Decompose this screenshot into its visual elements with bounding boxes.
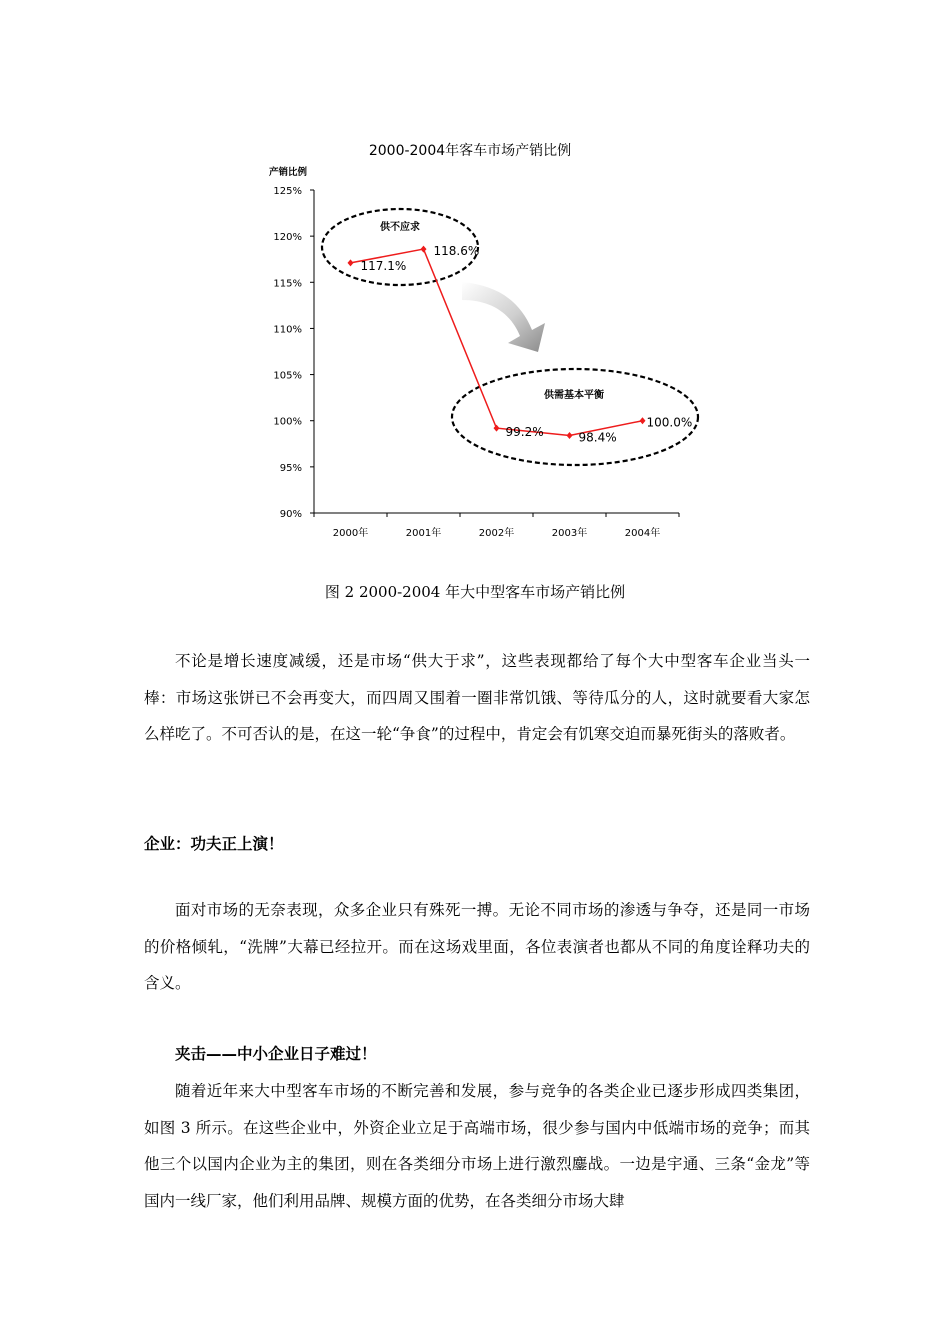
data-label: 98.4% — [578, 430, 617, 445]
data-point-marker — [640, 417, 646, 424]
x-tick-label: 2001年 — [405, 528, 442, 539]
data-label: 118.6% — [433, 244, 480, 259]
trend-arrow-icon — [462, 282, 545, 352]
data-label: 100.0% — [646, 415, 693, 430]
data-point-marker — [494, 425, 500, 432]
x-tick-label: 2002年 — [478, 528, 515, 539]
data-label: 99.2% — [505, 425, 544, 440]
chart-title: 2000-2004年客车市场产销比例 — [368, 143, 572, 159]
y-axis-label: 产销比例 — [269, 167, 308, 178]
y-tick-label: 110% — [273, 324, 302, 336]
paragraph-2: 面对市场的无奈表现，众多企业只有殊死一搏。无论不同市场的渗透与争夺，还是同一市场的价格倾轧，“洗牌”大幕已经拉开。而在这场戏里面，各位表演者也都从不同的角度诠释功夫的含义。 — [144, 901, 810, 992]
y-tick-label: 125% — [273, 186, 302, 197]
section-heading-2: 夹击——中小企业日子难过！ — [175, 1045, 377, 1063]
y-tick-label: 90% — [279, 509, 302, 520]
y-tick-label: 120% — [273, 232, 302, 244]
annotation-label: 供不应求 — [380, 222, 420, 233]
annotation-label: 供需基本平衡 — [544, 390, 604, 401]
y-axis-ticks — [273, 186, 314, 520]
paragraph-1: 不论是增长速度减缓，还是市场“供大于求”，这些表现都给了每个大中型客车企业当头一棒：市场这张饼已不会再变大，而四周又围着一圈非常饥饿、等待瓜分的人，这时就要看大家怎么样吃了。不可否认的是，在这一轮“争食”的过程中，肯定会有饥寒交迫而暴死街头的落败者。 — [144, 652, 810, 743]
line-chart — [0, 0, 950, 570]
paragraph-3: 随着近年来大中型客车市场的不断完善和发展，参与竞争的各类企业已逐步形成四类集团，如图 3 所示。在这些企业中，外资企业立足于高端市场，很少参与国内中低端市场的竞争；而其他三个以国内企业为主的集团，则在各类细分市场上进行激烈鏖战。一边是宇通、三条“金龙”等国内一线厂家，他们利用品牌、规模方面的优势，在各类细分市场大肆 — [144, 1082, 810, 1210]
x-tick-label: 2003年 — [551, 528, 588, 539]
x-tick-label: 2000年 — [332, 528, 369, 539]
y-tick-label: 100% — [273, 416, 302, 428]
data-label: 117.1% — [360, 258, 407, 273]
data-point-marker — [348, 259, 354, 266]
y-tick-label: 115% — [273, 278, 302, 290]
chart-axes — [314, 190, 679, 513]
series-line-path — [351, 249, 643, 435]
x-axis-ticks — [314, 513, 679, 539]
figure-caption: 图 2 2000-2004 年大中型客车市场产销比例 — [324, 583, 626, 601]
y-tick-label: 105% — [273, 370, 302, 382]
data-points — [348, 246, 646, 439]
x-tick-label: 2004年 — [624, 528, 661, 539]
section-heading-1: 企业：功夫正上演！ — [144, 835, 284, 853]
y-tick-label: 95% — [279, 462, 302, 474]
data-point-marker — [567, 432, 573, 439]
data-point-marker — [421, 246, 427, 253]
series-line — [351, 249, 643, 435]
